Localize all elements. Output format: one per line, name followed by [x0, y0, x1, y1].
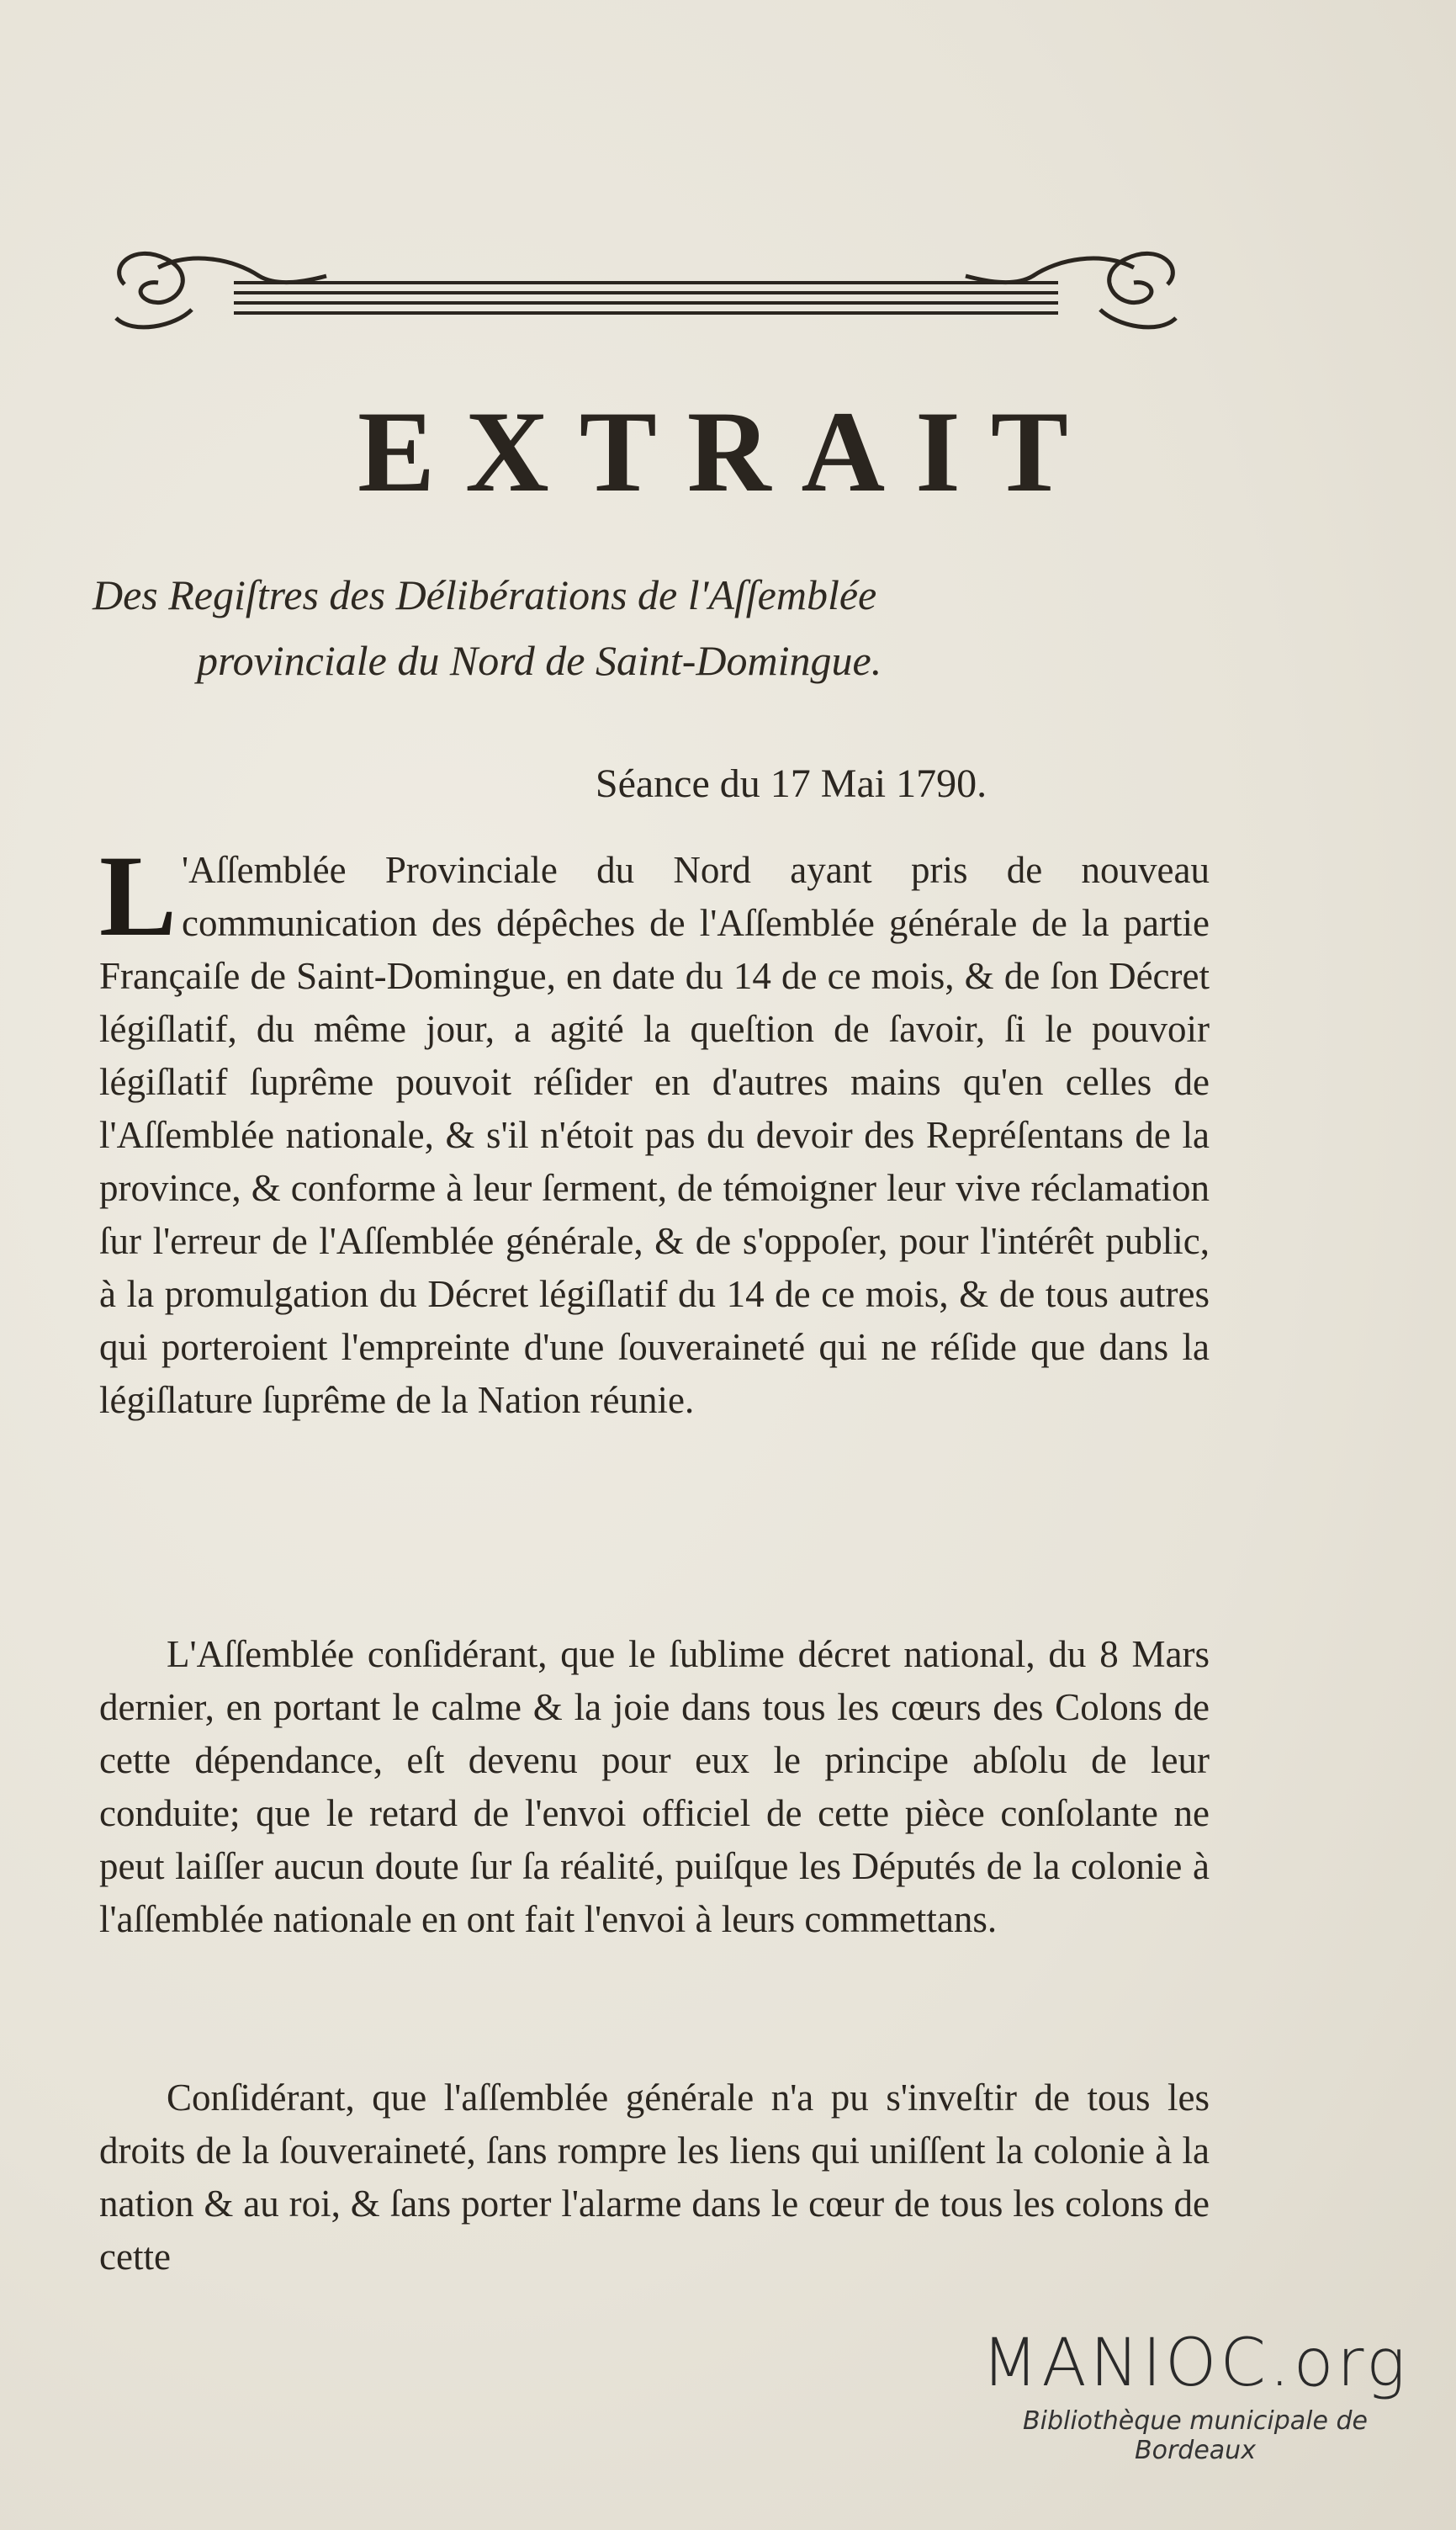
- library-credit: Bibliothèque municipale de Bordeaux: [1023, 2406, 1368, 2465]
- subtitle-line-1: Des Regiſtres des Délibérations de l'Aſſemblée: [93, 571, 877, 618]
- subtitle-line-2: provinciale du Nord de Saint-Domingue.: [197, 637, 882, 684]
- document-title: EXTRAIT: [357, 387, 1099, 516]
- paragraph-2: [99, 1628, 1210, 1946]
- ornamental-header-band: [99, 234, 1193, 343]
- manioc-watermark: [968, 2326, 1422, 2465]
- paragraph-3: [99, 2071, 1210, 2283]
- session-date: Séance du 17 Mai 1790.: [595, 761, 987, 806]
- paragraph-1: [99, 831, 1210, 1427]
- paragraph-3-text: Conſidérant, que l'aſſemblée générale n'a pu s'inveſtir de tous les droits de la ſouveraineté, ſans rompre les liens qui uniſſent la colonie à la nation & au roi, & ſans porter l'alarme dans le cœur de tous les colons de cette: [99, 2077, 1210, 2278]
- paragraph-1-text: 'Aſſemblée Provinciale du Nord ayant pris de nouveau communication des dépêches de l'Aſſemblée générale de la partie Françaiſe de Saint-Domingue, en date du 14 de ce mois, & de ſon Décret légiſlatif, du même jour, a agité la queſtion de ſavoir, ſi le pouvoir légiſlatif ſuprême pouvoit réſider en d'autres mains qu'en celles de l'Aſſemblée nationale, & s'il n'étoit pas du devoir des Repréſentans de la province, & conforme à leur ſerment, de témoigner leur vive réclamation ſur l'erreur de l'Aſſemblée générale, & de s'oppoſer, pour l'intérêt public, à la promulgation du Décret légiſlatif du 14 de ce mois, & de tous autres qui porteroient l'empreinte d'une ſouveraineté qui ne réſide que dans la légiſlature ſuprême de la Nation réunie.: [99, 849, 1210, 1421]
- manioc-logo: MANIOC.org: [982, 2326, 1409, 2401]
- drop-cap: L: [99, 831, 177, 960]
- document-subtitle: [93, 562, 1236, 693]
- paragraph-2-text: L'Aſſemblée conſidérant, que le ſublime décret national, du 8 Mars dernier, en portant le calme & la joie dans tous les cœurs des Colons de cette dépendance, eſt devenu pour eux le principe abſolu de leur conduite; que le retard de l'envoi officiel de cette pièce conſolante ne peut laiſſer aucun doute ſur ſa réalité, puiſque les Députés de la colonie à l'aſſemblée nationale en ont fait l'envoi à leurs commettans.: [99, 1633, 1210, 1940]
